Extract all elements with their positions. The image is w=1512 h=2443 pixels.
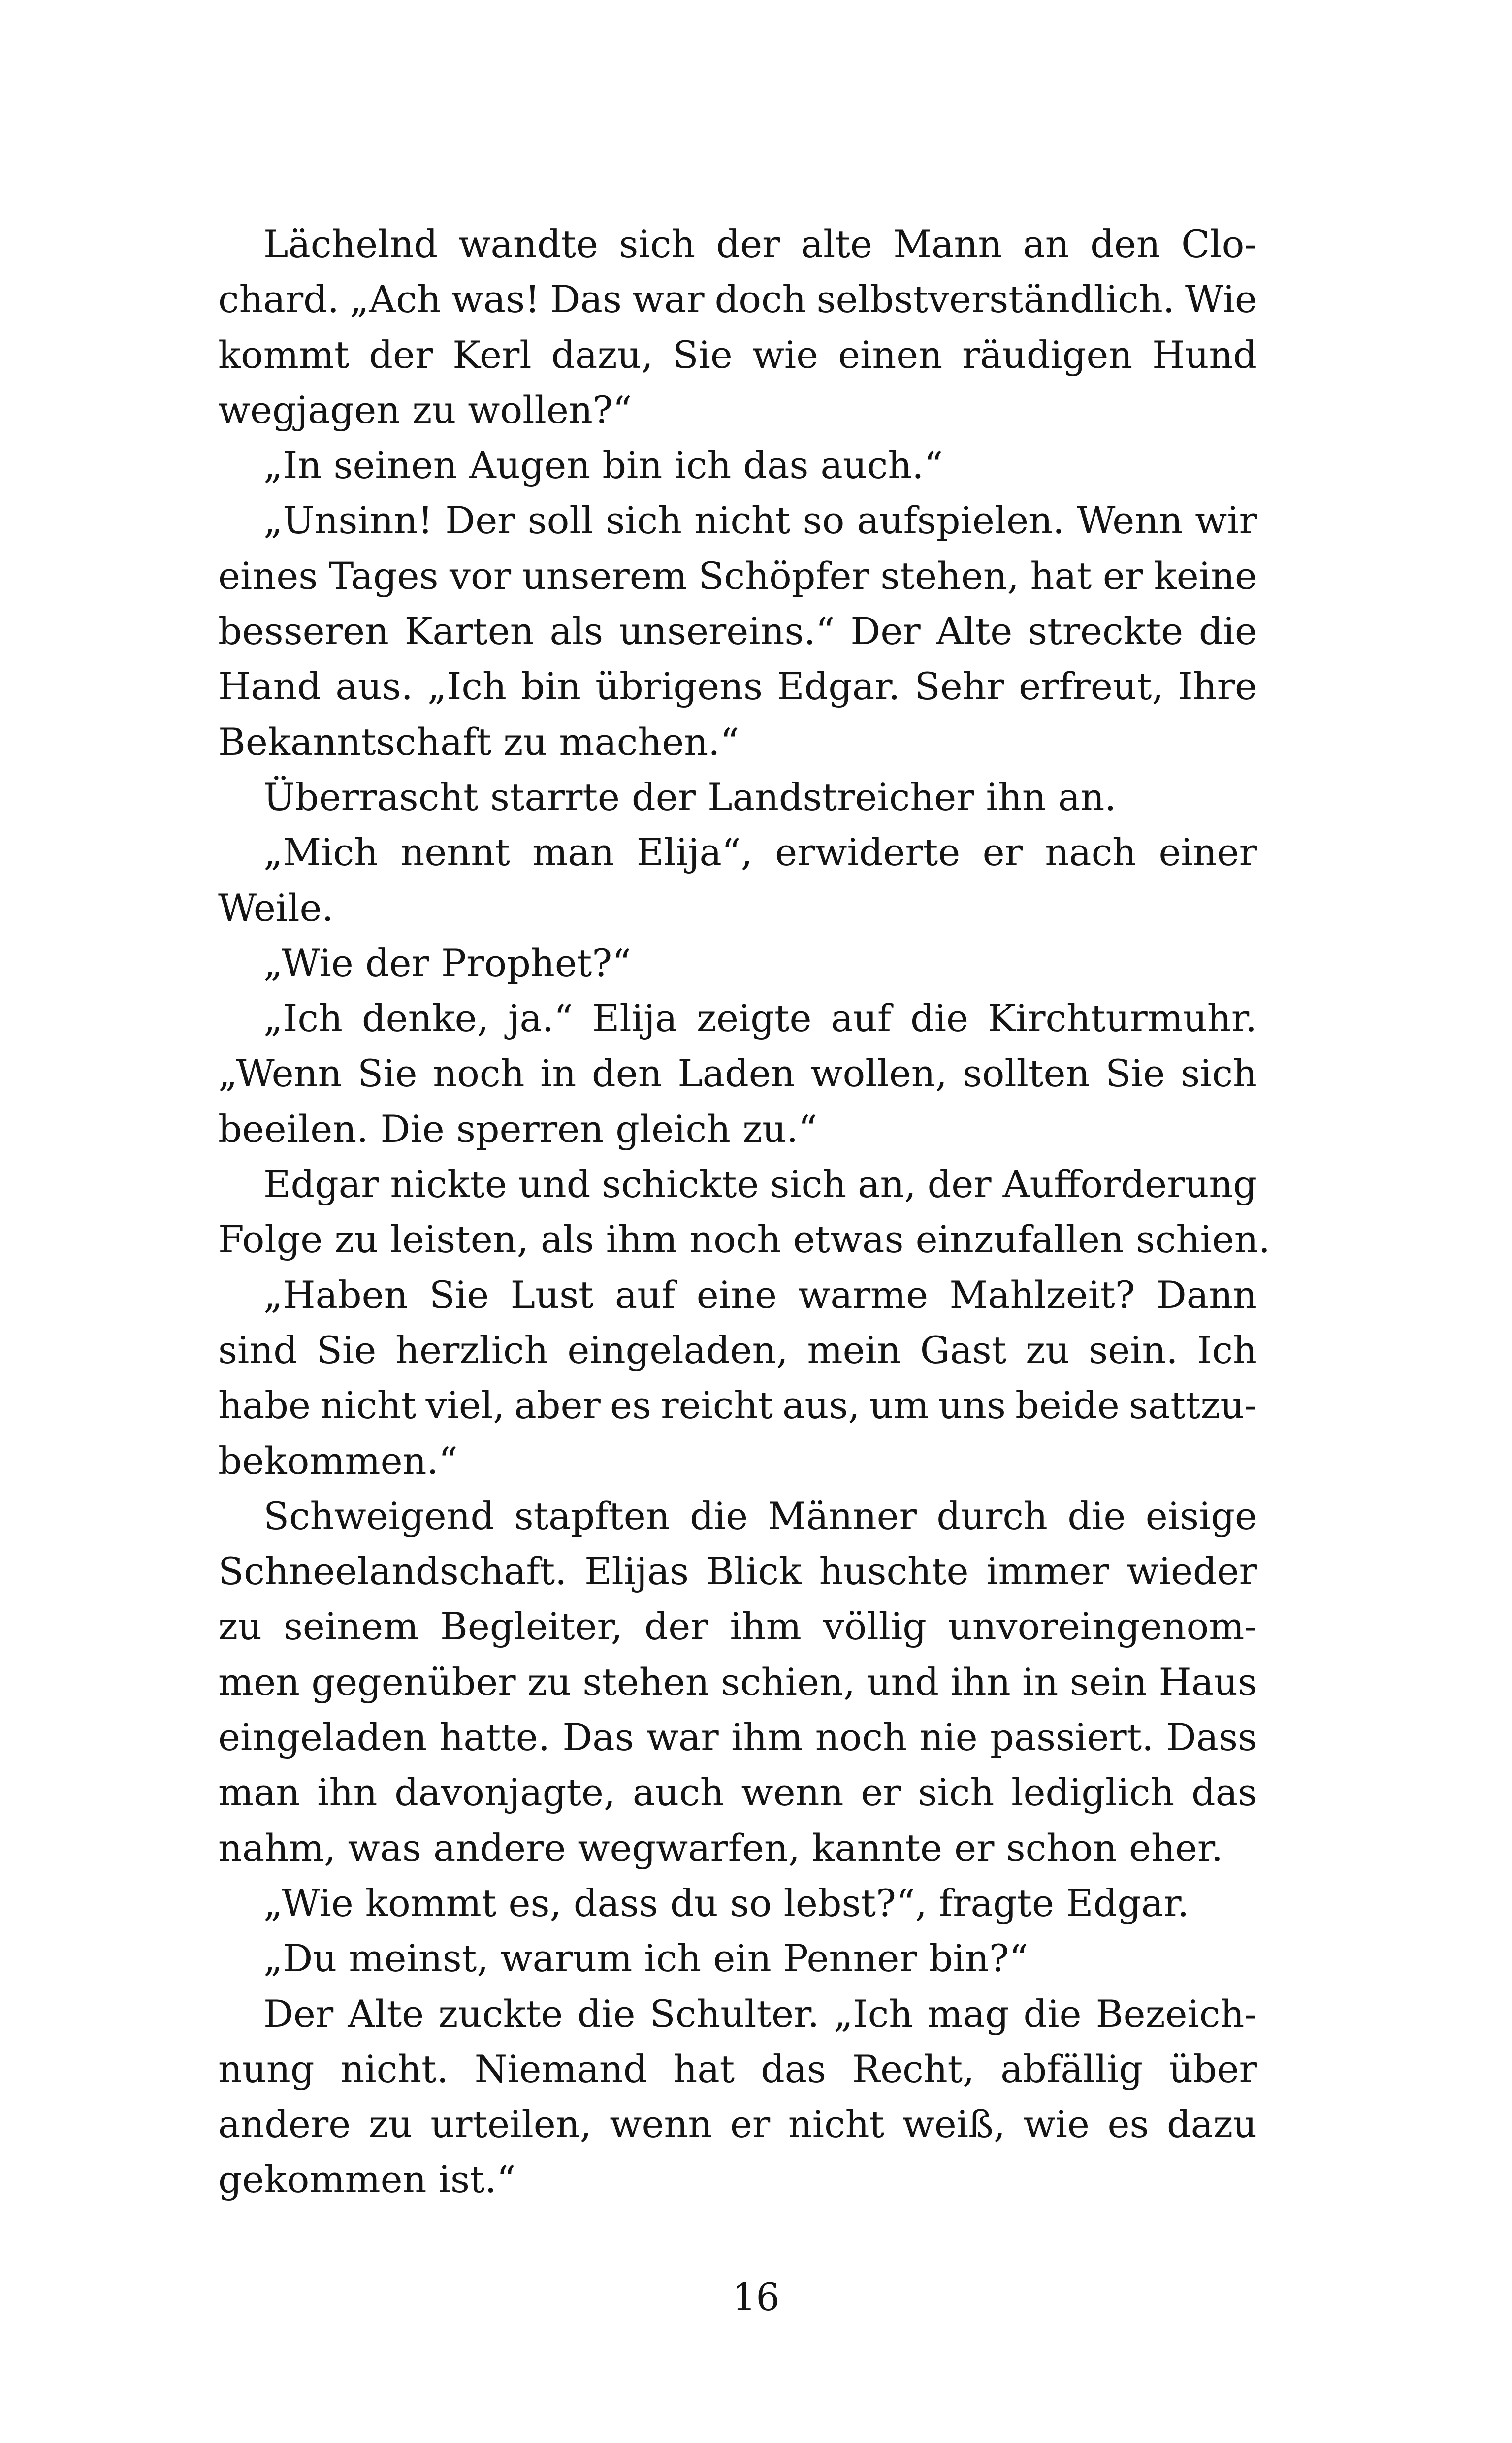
text-line: Schweigend stapften die Männer durch die eisige [263, 1494, 1257, 1538]
text-line: „Wie kommt es, dass du so lebst?“, fragte Edgar. [263, 1881, 1190, 1925]
text-line: „Mich nennt man Elija“, erwiderte er nach einer [263, 830, 1257, 875]
text-line: nung nicht. Niemand hat das Recht, abfällig über [218, 2047, 1257, 2091]
text-line: eingeladen hatte. Das war ihm noch nie passiert. Dass [218, 1715, 1257, 1759]
text-line: habe nicht viel, aber es reicht aus, um uns beide sattzu- [218, 1383, 1257, 1428]
text-line: „Unsinn! Der soll sich nicht so aufspielen. Wenn wir [263, 498, 1257, 543]
text-line: Bekanntschaft zu machen.“ [218, 719, 740, 764]
text-line: men gegenüber zu stehen schien, und ihn in sein Haus [218, 1660, 1257, 1704]
text-line: „Du meinst, warum ich ein Penner bin?“ [263, 1936, 1029, 1981]
text-line: wegjagen zu wollen?“ [218, 388, 632, 432]
text-line: chard. „Ach was! Das war doch selbstverständlich. Wie [218, 277, 1257, 322]
text-line: „Wenn Sie noch in den Laden wollen, sollten Sie sich [218, 1051, 1257, 1096]
text-line: gekommen ist.“ [218, 2157, 516, 2202]
text-line: andere zu urteilen, wenn er nicht weiß, wie es dazu [218, 2102, 1257, 2147]
text-line: Hand aus. „Ich bin übrigens Edgar. Sehr erfreut, Ihre [218, 664, 1257, 709]
text-line: „In seinen Augen bin ich das auch.“ [263, 443, 943, 488]
text-line: sind Sie herzlich eingeladen, mein Gast zu sein. Ich [218, 1328, 1257, 1372]
text-line: „Wie der Prophet?“ [263, 941, 631, 985]
text-line: Schneelandschaft. Elijas Blick huschte immer wieder [218, 1549, 1257, 1594]
text-line: besseren Karten als unsereins.“ Der Alte streckte die [218, 609, 1257, 653]
page-number: 16 [732, 2275, 780, 2319]
text-line: beeilen. Die sperren gleich zu.“ [218, 1107, 818, 1151]
text-line: kommt der Kerl dazu, Sie wie einen räudigen Hund [218, 332, 1257, 377]
text-line: bekommen.“ [218, 1438, 458, 1483]
text-line: „Haben Sie Lust auf eine warme Mahlzeit? Dann [263, 1272, 1257, 1317]
text-line: Lächelnd wandte sich der alte Mann an den Clo- [263, 222, 1257, 266]
body-text [218, 217, 1270, 2208]
text-line: Überrascht starrte der Landstreicher ihn an. [263, 775, 1117, 819]
text-line: man ihn davonjagte, auch wenn er sich lediglich das [218, 1770, 1257, 1815]
text-line: Der Alte zuckte die Schulter. „Ich mag die Bezeich- [263, 1991, 1257, 2036]
text-line: Edgar nickte und schickte sich an, der Aufforderung [263, 1162, 1257, 1206]
text-line: Folge zu leisten, als ihm noch etwas einzufallen schien. [218, 1217, 1270, 1262]
text-line: zu seinem Begleiter, der ihm völlig unvoreingenom- [218, 1604, 1257, 1649]
text-line: nahm, was andere wegwarfen, kannte er schon eher. [218, 1825, 1223, 1870]
text-line: Weile. [218, 885, 334, 930]
text-line: eines Tages vor unserem Schöpfer stehen, hat er keine [218, 554, 1257, 598]
text-line: „Ich denke, ja.“ Elija zeigte auf die Kirchturmuhr. [263, 996, 1257, 1041]
